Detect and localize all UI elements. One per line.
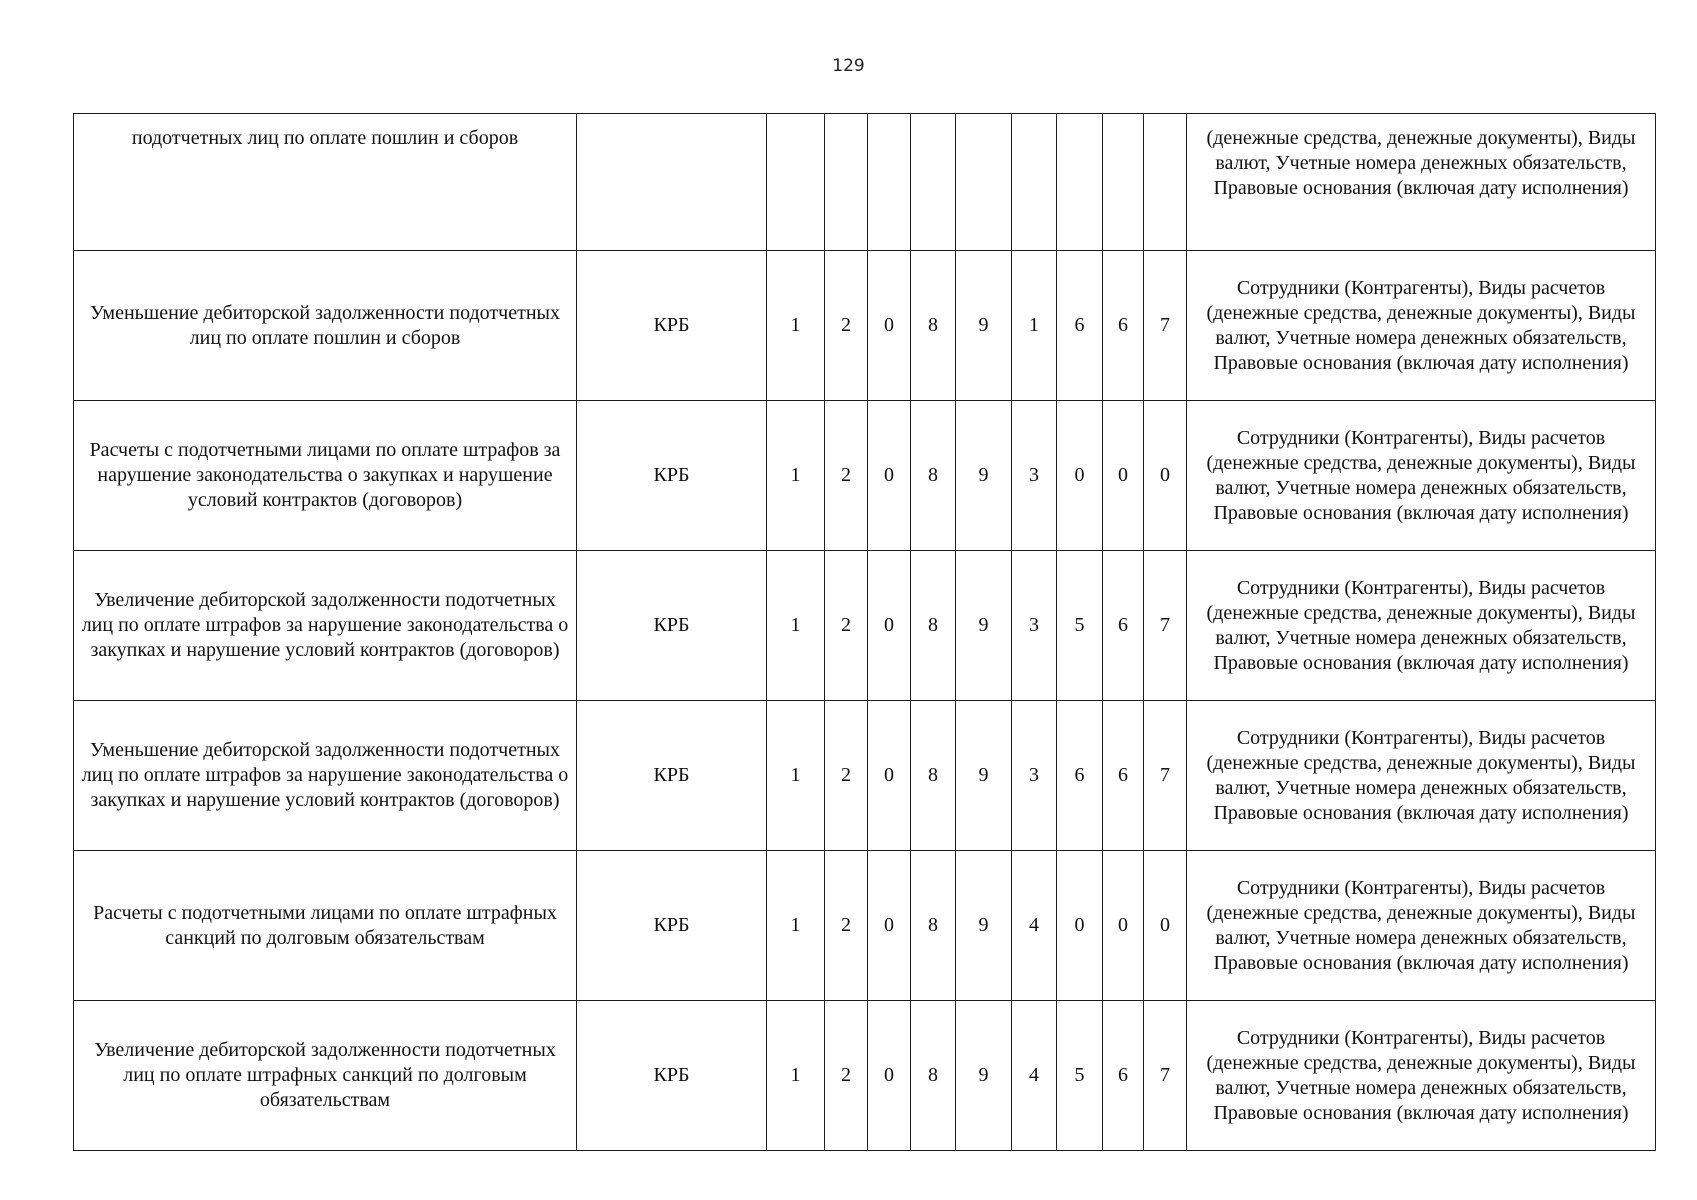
table-row [74,701,1656,851]
code-cell: КРБ [577,551,767,701]
account-digit-cell: 0 [1103,401,1144,551]
account-digit-cell: 3 [1012,551,1057,701]
account-digit-cell: 1 [1012,251,1057,401]
page-number: 129 [832,56,865,76]
account-digit-cell: 7 [1144,251,1187,401]
account-name-cell: Уменьшение дебиторской задолженности подотчетных лиц по оплате штрафов за нарушение законодательства о закупках и нарушение условий контрактов (договоров) [74,701,577,851]
account-digit-cell: 2 [825,1001,868,1151]
account-digit-cell: 8 [911,551,956,701]
account-digit-cell: 0 [1144,851,1187,1001]
account-digit-cell [911,114,956,251]
account-name-cell: Уменьшение дебиторской задолженности подотчетных лиц по оплате пошлин и сборов [74,251,577,401]
account-digit-cell [1144,114,1187,251]
code-cell: КРБ [577,1001,767,1151]
table-row [74,851,1656,1001]
account-digit-cell: 9 [956,251,1012,401]
account-digit-cell: 7 [1144,1001,1187,1151]
code-cell [577,114,767,251]
analytics-cell: (денежные средства, денежные документы), Виды валют, Учетные номера денежных обязательств, Правовые основания (включая дату исполнения) [1187,114,1656,251]
code-cell: КРБ [577,401,767,551]
account-digit-cell [825,114,868,251]
analytics-cell: Сотрудники (Контрагенты), Виды расчетов (денежные средства, денежные документы), Виды валют, Учетные номера денежных обязательств, Правовые основания (включая дату исполнения) [1187,551,1656,701]
account-digit-cell: 6 [1103,551,1144,701]
account-digit-cell: 5 [1057,1001,1103,1151]
accounts-table [73,113,1656,1151]
table-row [74,114,1656,251]
account-digit-cell: 0 [868,1001,911,1151]
account-digit-cell: 1 [767,401,825,551]
table-row [74,1001,1656,1151]
account-digit-cell: 3 [1012,701,1057,851]
account-digit-cell: 2 [825,251,868,401]
account-digit-cell: 3 [1012,401,1057,551]
account-digit-cell [868,114,911,251]
account-name-cell: подотчетных лиц по оплате пошлин и сборов [74,114,577,251]
table-row [74,251,1656,401]
account-digit-cell: 0 [868,401,911,551]
account-digit-cell: 8 [911,851,956,1001]
account-digit-cell: 0 [868,551,911,701]
account-digit-cell: 8 [911,251,956,401]
account-digit-cell: 9 [956,1001,1012,1151]
account-digit-cell: 6 [1103,251,1144,401]
code-cell: КРБ [577,851,767,1001]
account-digit-cell [956,114,1012,251]
account-digit-cell: 8 [911,1001,956,1151]
account-digit-cell: 1 [767,851,825,1001]
account-digit-cell: 6 [1057,701,1103,851]
account-digit-cell: 0 [1103,851,1144,1001]
account-name-cell: Расчеты с подотчетными лицами по оплате штрафов за нарушение законодательства о закупках и нарушение условий контрактов (договоров) [74,401,577,551]
account-digit-cell: 2 [825,401,868,551]
analytics-cell: Сотрудники (Контрагенты), Виды расчетов (денежные средства, денежные документы), Виды валют, Учетные номера денежных обязательств, Правовые основания (включая дату исполнения) [1187,251,1656,401]
account-digit-cell: 1 [767,701,825,851]
account-digit-cell: 1 [767,251,825,401]
account-digit-cell: 2 [825,701,868,851]
account-digit-cell: 2 [825,851,868,1001]
account-digit-cell: 0 [868,701,911,851]
account-digit-cell: 6 [1103,1001,1144,1151]
account-name-cell: Расчеты с подотчетными лицами по оплате штрафных санкций по долговым обязательствам [74,851,577,1001]
account-digit-cell [1057,114,1103,251]
analytics-cell: Сотрудники (Контрагенты), Виды расчетов (денежные средства, денежные документы), Виды валют, Учетные номера денежных обязательств, Правовые основания (включая дату исполнения) [1187,401,1656,551]
account-digit-cell: 7 [1144,701,1187,851]
account-digit-cell: 6 [1103,701,1144,851]
account-digit-cell: 4 [1012,851,1057,1001]
analytics-cell: Сотрудники (Контрагенты), Виды расчетов (денежные средства, денежные документы), Виды валют, Учетные номера денежных обязательств, Правовые основания (включая дату исполнения) [1187,851,1656,1001]
account-digit-cell: 1 [767,551,825,701]
account-digit-cell: 0 [1057,401,1103,551]
account-digit-cell: 0 [868,251,911,401]
account-digit-cell: 0 [1144,401,1187,551]
account-digit-cell: 4 [1012,1001,1057,1151]
analytics-cell: Сотрудники (Контрагенты), Виды расчетов (денежные средства, денежные документы), Виды валют, Учетные номера денежных обязательств, Правовые основания (включая дату исполнения) [1187,1001,1656,1151]
code-cell: КРБ [577,701,767,851]
account-name-cell: Увеличение дебиторской задолженности подотчетных лиц по оплате штрафных санкций по долговым обязательствам [74,1001,577,1151]
account-digit-cell: 9 [956,401,1012,551]
table-row [74,551,1656,701]
account-digit-cell: 8 [911,401,956,551]
account-digit-cell: 7 [1144,551,1187,701]
account-digit-cell: 6 [1057,251,1103,401]
analytics-cell: Сотрудники (Контрагенты), Виды расчетов (денежные средства, денежные документы), Виды валют, Учетные номера денежных обязательств, Правовые основания (включая дату исполнения) [1187,701,1656,851]
account-digit-cell: 0 [1057,851,1103,1001]
account-digit-cell: 9 [956,551,1012,701]
account-digit-cell: 9 [956,701,1012,851]
account-digit-cell: 9 [956,851,1012,1001]
account-digit-cell: 5 [1057,551,1103,701]
account-name-cell: Увеличение дебиторской задолженности подотчетных лиц по оплате штрафов за нарушение законодательства о закупках и нарушение условий контрактов (договоров) [74,551,577,701]
table-row [74,401,1656,551]
account-digit-cell [767,114,825,251]
account-digit-cell [1012,114,1057,251]
account-digit-cell: 1 [767,1001,825,1151]
code-cell: КРБ [577,251,767,401]
account-digit-cell: 0 [868,851,911,1001]
account-digit-cell: 8 [911,701,956,851]
account-digit-cell [1103,114,1144,251]
account-digit-cell: 2 [825,551,868,701]
